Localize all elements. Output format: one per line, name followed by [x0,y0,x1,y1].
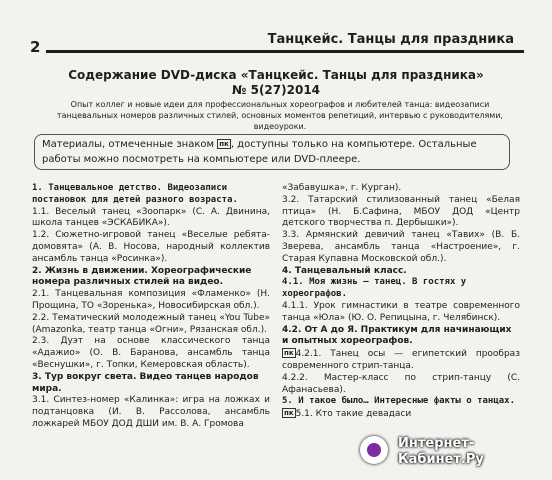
note-text-before: Материалы, отмеченные знаком [42,139,218,150]
entry-text: 3. Тур вокруг света. Видео танцев народов мира. [32,371,259,394]
contents-entry [32,336,270,371]
intro-paragraph: Опыт коллег и новые идеи для профессиональных хореографов и любителей танца: видеозаписи танцевальных номеров различных стилей, основных моментов репетиций, интервью с руководителями, видеоуроки. [56,100,504,131]
entry-text: 4. Танцевальный класс. [282,265,407,276]
contents-entry [32,230,270,265]
contents-right-column [282,183,520,421]
pc-only-icon: пк [219,140,229,148]
watermark [398,436,538,468]
watermark-line2: Кабинет.Ру [398,452,484,467]
entry-text: «Забавушка», г. Курган). [282,183,402,193]
section-heading [32,266,270,290]
section-heading [282,396,520,408]
section-heading [32,183,270,207]
contents-entry [282,348,520,373]
entry-text: 4.1.1. Урок гимнастики в театре современного танца «Юла» (Ю. О. Репицына, г. Челябинск). [282,300,520,323]
entry-text: 5. И такое было… Интересные факты о танцах. [282,396,515,407]
note-box [34,134,510,170]
section-heading [32,372,270,396]
watermark-line1: Интернет- [398,436,475,451]
contents-entry [32,207,270,231]
entry-text: 2.2. Тематический молодежный танец «You Tube» (Amazonka, театр танца «Огни», Рязанская обл.). [32,312,270,335]
contents-entry [32,289,270,313]
contents-entry [282,230,520,265]
note-text-after: , доступны только на компьютере. Остальные работы можно посмотреть на компьютере или DVD-плеере. [42,139,477,165]
entry-text: 5.1. Кто такие девадаси [295,409,412,420]
entry-text: 4.2. От А до Я. Практикум для начинающих и опытных хореографов. [282,324,512,347]
entry-text: 2.3. Дуэт на основе классического танца «Адажио» (О. В. Баранова, ансамбль танца «Веснушки», г. Топки, Кемеровская область). [32,336,270,370]
entry-text: 3.1. Синтез-номер «Калинка»: игра на ложках и подтанцовка (И. В. Рассолова, ансамбль ложкарей МБОУ ДОД ДШИ им. В. А. Громова [32,395,270,429]
issue-number: № 5(27)2014 [231,83,321,97]
entry-text: 4.2.1. Танец осы — египетский прообраз современного стрип-танца. [282,349,520,371]
page-number: 2 [30,38,41,56]
contents-entry [32,313,270,337]
pc-only-icon: пк [284,349,294,358]
header-rule [46,50,524,53]
contents-left-column [32,183,270,431]
entry-text: 1.1. Веселый танец «Зоопарк» (С. А. Двинина, школа танцев «ЭСКАБИКА»). [32,206,270,229]
section-heading [282,277,520,301]
entry-text: 1.2. Сюжетно-игровой танец «Веселые ребята-домовята» (А. В. Носова, народный коллектив ансамбль танца «Росинка»). [32,230,270,264]
section-heading [282,266,520,278]
watermark-logo [360,436,388,464]
contents-entry [282,301,520,325]
entry-text: 3.3. Армянский девичий танец «Тавих» (В. Б. Зверева, ансамбль танца «Настроение», г. Старая Купавна Московской обл.). [282,230,520,264]
contents-entry [32,395,270,430]
contents-entry [282,373,520,397]
contents-title-line1: Содержание DVD-диска «Танцкейс. Танцы для праздника» [68,68,484,82]
entry-text: 2.1. Танцевальная композиция «Фламенко» (Н. Прощина, ТО «Зоренька», Новосибирская обл.). [32,289,270,311]
entry-text: 1. Танцевальное детство. Видеозаписи постановок для детей разного возраста. [32,183,238,205]
contents-entry [282,408,520,421]
running-header-title: Танцкейс. Танцы для праздника [267,32,514,47]
section-heading [282,325,520,349]
entry-text: 4.2.2. Мастер-класс по стрип-танцу (С. Афанасьева). [282,372,520,395]
pc-only-icon: пк [284,409,294,418]
entry-text: 3.2. Татарский стилизованный танец «Белая птица» (Н. Б.Сафина, МБОУ ДОД «Центр детского творчества п. Дербышки»). [282,194,520,229]
entry-text: 4.1. Моя жизнь — танец. В гостях у хореографов. [282,277,467,300]
contents-entry [282,183,520,195]
contents-entry [282,195,520,230]
contents-title [0,68,552,98]
entry-text: 2. Жизнь в движении. Хореографические номера различных стилей на видео. [32,265,252,288]
